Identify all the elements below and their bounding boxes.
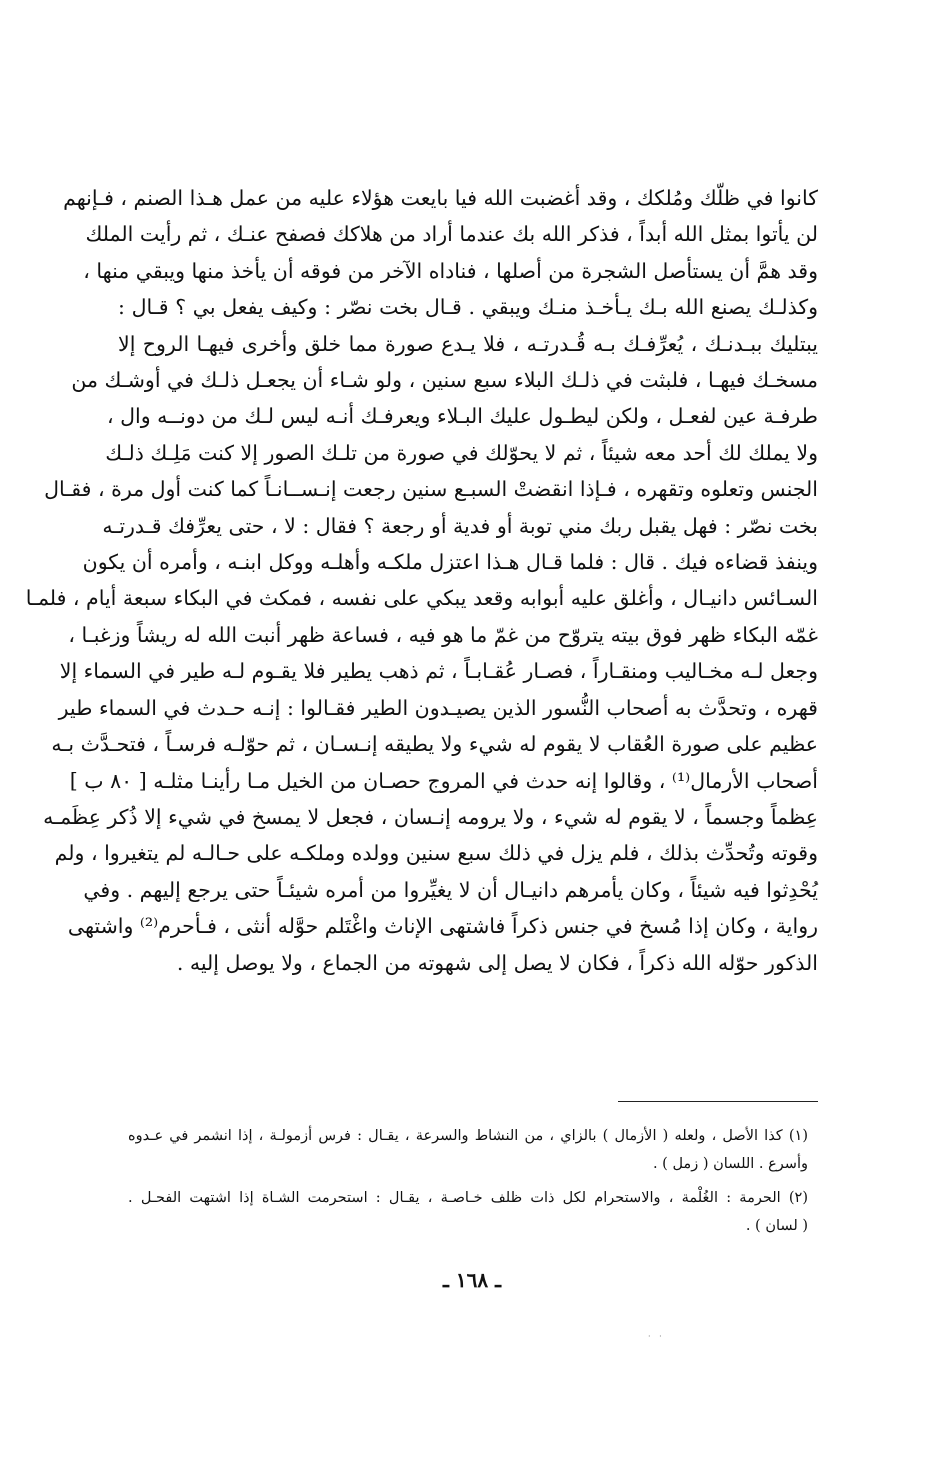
text-line: مسخـك فيهـا ، فلبثت في ذلـك البلاء سبع سنين ، ولو شـاء أن يجعـل ذلـك في أوشـك من	[71, 368, 818, 393]
text-line: قهره ، وتحدَّث به أصحاب النُّسور الذين يصيـدون الطير فقـالوا : إنـه حـدث في السماء طير	[58, 695, 818, 720]
footnote-1	[128, 1122, 808, 1178]
main-text-block	[25, 180, 818, 981]
text-line: يُحْدِثوا فيه شيئاً ، وكان يأمرهم دانيـال أن لا يغيِّروا من أمره شيئـاً حتى يرجع إليهم . وفي	[83, 877, 818, 902]
text-line: وكذلـك يصنع الله بـك يـأخـذ منـك ويبقي . قـال بخت نصّر : وكيف يفعل بي ؟ قـال :	[118, 295, 818, 320]
text-line: يبتليك ببـدنـك ، يُعرِّفـك بـه قُـدرتـه ، فلا يـدع صورة مما خلق وأخرى فيهـا الروح إلا	[118, 331, 818, 356]
text-line: عظيم على صورة العُقاب لا يقوم له شيء ولا يطيقه إنـسـان ، ثم حوّلـه فرسـاً ، فتحـدَّث بـه	[51, 732, 818, 757]
text-line: غمّه البكاء ظهر فوق بيته يتروّح من غمّ ما هو فيه ، فساعة ظهر أنبت الله له ريشاً وزغبـا ،	[68, 622, 818, 647]
text-line: عِظماً وجسماً ، لا يقوم له شيء ، ولا يرومه إنـسان ، فجعل لا يمسخ في شيء إلا ذُكر عِظَمـه	[43, 804, 818, 829]
text-line: وينفذ قضاءه فيك . قال : فلما قـال هـذا اعتزل ملكـه وأهلـه ووكل ابنـه ، وأمره أن يكون	[82, 550, 818, 575]
footnote-line: (٢) الحرمة : الغُلْمة ، والاستحرام لكل ذات ظلف خـاصـة ، يقـال : استحرمت الشـاة إذا اشتهت الفحـل .	[128, 1190, 808, 1206]
text-line: طرفـة عين لفعـل ، ولكن ليطـول عليك البـلاء ويعرفـك أنـه ليس لـك من دونــه وال ،	[107, 404, 818, 429]
text-line: الجنس وتعلوه وتقهره ، فـإذا انقضتْ السبـع سنين رجعت إنـســانـاً كما كنت أول مرة ، فقـال	[44, 477, 818, 502]
footnote-2	[128, 1184, 808, 1240]
scan-speck: · ·	[648, 1332, 665, 1341]
text-line: وقد همَّ أن يستأصل الشجرة من أصلها ، فناداه الآخر من فوقه أن يأخذ منها ويبقي منها ،	[83, 258, 818, 283]
text-line: كانوا في ظلّك ومُلكك ، وقد أغضبت الله فيا بايعت هؤلاء عليه من عمل هـذا الصنم ، فـإنهم	[63, 186, 818, 210]
text-line: رواية ، وكان إذا مُسخ في جنس ذكراً فاشتهى الإناث واغْتَلم حوَّله أنثى ، فـأحرم⁽²⁾ واشتهى	[67, 914, 818, 939]
footnotes-block	[128, 1122, 808, 1246]
text-line: وقوته وتُحدِّث بذلك ، فلم يزل في ذلك سبع سنين وولده وملكـه على حـالـه لم يتغيروا ، ولم	[54, 841, 818, 866]
footnote-line: ( لسان ) .	[745, 1218, 808, 1234]
text-line: لن يأتوا بمثل الله أبداً ، فذكر الله بك عندما أراد من هلاكك فصفح عنـك ، ثم رأيت الملك	[85, 222, 818, 247]
text-line: أصحاب الأرمال⁽¹⁾ ، وقالوا إنه حدث في المروج حصـان من الخيل مـا رأينـا مثلـه [ ٨٠ ب ]	[69, 768, 818, 793]
text-line: وجعل لـه مخـاليب ومنقـاراً ، فصـار عُقـابـاً ، ثم ذهب يطير فلا يقـوم لـه طير في السماء إلا	[59, 659, 818, 684]
footnote-line: (١) كذا الأصل ، ولعله ( الأزمال ) بالزاي ، من النشاط والسرعة ، يقـال : فرس أزمولـة ، إذا انشمر في عـدوه	[128, 1128, 808, 1144]
text-line: بخت نصّر : فهل يقبل ربك مني توبة أو فدية أو رجعة ؟ فقال : لا ، حتى يعرِّفك قـدرتـه	[102, 513, 818, 538]
footnote-line: وأسرع . اللسان ( زمل ) .	[652, 1156, 808, 1172]
page-number: ـ ١٦٨ ـ	[443, 1268, 501, 1292]
text-line: السـائس دانيـال ، وأغلق عليه أبوابه وقعد يبكي على نفسه ، فمكث في البكاء سبعة أيام ، فلمـا	[25, 586, 818, 611]
text-line: الذكور حوّله الله ذكراً ، فكان لا يصل إلى شهوته من الجماع ، ولا يوصل إليه .	[176, 950, 818, 975]
text-line: ولا يملك لك أحد معه شيئاً ، ثم لا يحوّلك في صورة من تلـك الصور إلا كنت مَلِـك ذلـك	[105, 440, 818, 465]
footnote-separator	[618, 1101, 818, 1102]
